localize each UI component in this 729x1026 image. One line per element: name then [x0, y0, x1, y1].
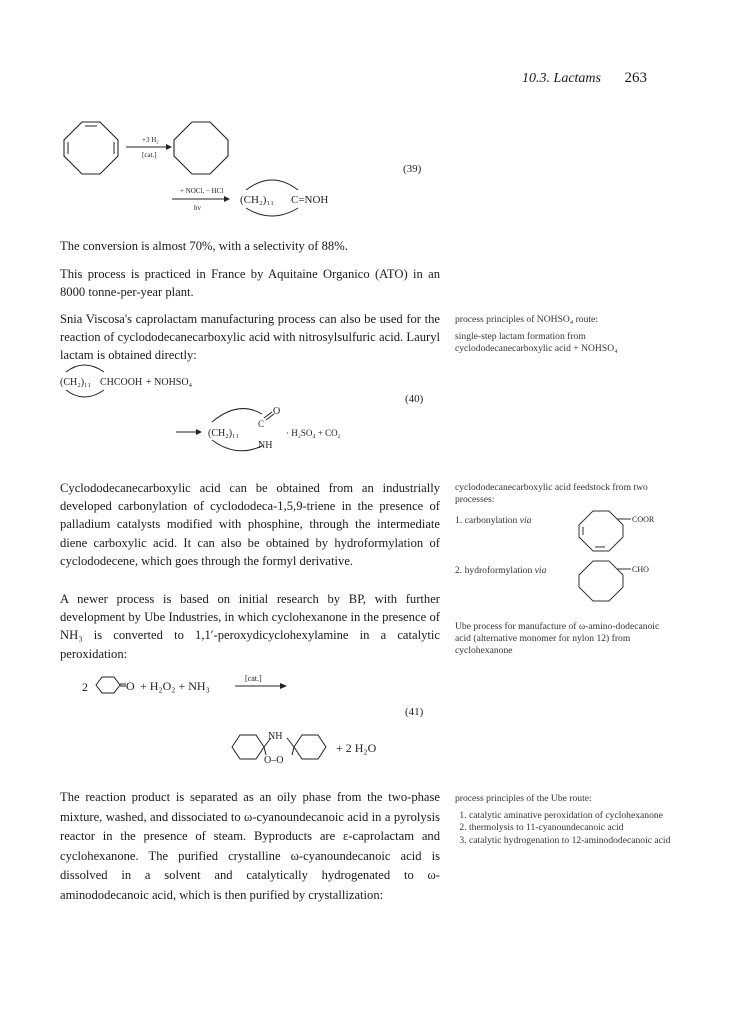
feedstock-item-hydroformylation	[455, 565, 546, 577]
item-label: 1. carbonylation	[455, 515, 520, 526]
equation-number: (41)	[405, 706, 424, 718]
ring-arc-bottom	[66, 390, 104, 397]
arrowhead	[224, 196, 230, 202]
acid-group: CHCOOH	[100, 377, 143, 388]
sidenote-title: cyclododecanecarboxylic acid feedstock from two processes:	[455, 482, 648, 506]
o-bond	[292, 747, 294, 755]
arrowhead	[196, 429, 202, 435]
ketone-oxygen: O	[126, 679, 135, 693]
irradiation-condition: hv	[194, 204, 201, 212]
sidenote-title: process principles of NOHSO₄ route:	[455, 314, 598, 325]
paragraph-conversion: The conversion is almost 70%, with a selectivity of 88%.	[60, 239, 348, 253]
item-label: 2. hydroformylation	[455, 565, 535, 576]
sidenote-nohso4	[455, 314, 675, 356]
principles-list	[455, 810, 675, 847]
nitrosylsulfuric-reagent: + NOHSO₄	[146, 377, 193, 388]
catalyst: [cat.]	[245, 675, 262, 683]
ester-group: COOR	[632, 515, 655, 524]
carbonyl-carbon: C	[258, 419, 265, 429]
reagents: + H₂O₂ + NH₃	[140, 679, 210, 693]
hydrogenation-catalyst: [cat.]	[142, 151, 157, 159]
arrowhead	[280, 683, 287, 689]
feedstock-item-carbonylation	[455, 515, 531, 527]
ring	[579, 511, 623, 551]
ring-chain: (CH₂)₁₁	[240, 194, 275, 206]
oxime-group: C=NOH	[291, 194, 329, 206]
ring-arc-bottom	[246, 208, 298, 216]
running-header	[522, 70, 647, 87]
ring-arc-top	[66, 365, 104, 372]
principle-step: 1. catalytic aminative peroxidation of cyclohexanone	[469, 810, 675, 822]
arrowhead	[166, 144, 172, 150]
paragraph-newer-process: A newer process is based on initial research by BP, with further development by Ube Industries, in which cyclohexanone in the presence of NH₃ is converted to 1,1′-peroxydicyclohexylamine in a catalytic peroxidation:	[60, 592, 440, 661]
item-via: via	[519, 515, 532, 526]
carbonyl-oxygen: O	[273, 406, 281, 417]
sidenote-feedstock	[455, 482, 675, 506]
peroxide-bridge: O–O	[264, 755, 284, 766]
formyl-group: CHO	[632, 565, 649, 574]
ring-chain: (CH₂)₁₁	[60, 377, 92, 388]
equation-number: (39)	[403, 163, 422, 175]
item-via: via	[534, 565, 547, 576]
cyclohexyl-ring	[232, 735, 264, 759]
lactam-ring-bottom	[212, 440, 262, 451]
equation-number: (40)	[405, 393, 424, 405]
byproducts: · H₂SO₄ + CO₂	[286, 428, 341, 438]
amine-nh: NH	[268, 731, 283, 742]
carbonyl-bond	[264, 412, 272, 418]
cyclohexanone-ring	[96, 677, 120, 693]
cyclohexyl-ring	[294, 735, 326, 759]
paragraph-reaction-product: The reaction product is separated as an oily phase from the two-phase mixture, washed, and dissociated to ω-cyanoundecanoic acid in a pyrolysis reactor in the presence of steam. Byproducts are ε-caprolactam and cyclohexanone. The purified crystalline ω-cyanoundecanoic acid is dissolved in a solvent and catalytically hydrogenated to ω-aminododecanoic acid, which is then purified by crystallization:	[60, 790, 440, 902]
nitrosation-reagent: + NOCl, − HCl	[180, 187, 224, 195]
cyclododecatriene-structure	[64, 122, 118, 174]
coefficient: 2	[82, 680, 88, 694]
paragraph-france: This process is practiced in France by Aquitaine Organico (ATO) in an 8000 tonne-per-year plant.	[60, 267, 440, 300]
equation-39	[60, 110, 440, 225]
water-byproduct: + 2 H₂O	[336, 741, 377, 755]
ring-arc-top	[246, 180, 298, 190]
lactam-ring-top	[212, 409, 262, 422]
hydrogenation-reagent: +3 H₂	[142, 136, 159, 144]
paragraph-cyclododecanecarboxylic: Cyclododecanecarboxylic acid can be obtained from an industrially developed carbonylation of cyclododeca-1,5,9-triene in the presence of palladium catalysts modified with phosphine, through the intermediate diene carboxylic acid. It can also be obtained by hydroformylation of cyclododecene, which goes through the formyl derivative.	[60, 481, 440, 568]
cyclododecane-structure	[174, 122, 228, 174]
page-number: 263	[624, 70, 647, 86]
sidenote-title: process principles of the Ube route:	[455, 793, 592, 804]
equation-40	[60, 360, 440, 460]
principle-step: 2. thermolysis to 11-cyanoundecanoic acid	[469, 822, 675, 834]
sidenote-ube-process: Ube process for manufacture of ω-amino-dodecanoic acid (alternative monomer for nylon 12) from cyclohexanone	[455, 621, 660, 657]
ring-chain: (CH₂)₁₁	[208, 428, 240, 439]
principle-step: 3. catalytic hydrogenation to 12-aminododecanoic acid	[469, 835, 675, 847]
aldehyde-ring-structure	[575, 555, 685, 610]
ring	[579, 561, 623, 601]
section-title: 10.3. Lactams	[522, 71, 601, 86]
carboxylate-ring-structure	[575, 505, 685, 560]
n-bond	[287, 738, 294, 747]
lactam-nh: NH	[258, 440, 273, 451]
equation-41	[60, 675, 440, 775]
o-bond	[264, 747, 266, 755]
sidenote-body: single-step lactam formation from cyclododecanecarboxylic acid + NOHSO₄	[455, 331, 618, 355]
sidenote-ube-principles	[455, 793, 675, 847]
paragraph-snia: Snia Viscosa's caprolactam manufacturing process can also be used for the reaction of cyclododecanecarboxylic acid with nitrosylsulfuric acid. Lauryl lactam is obtained directly:	[60, 312, 440, 363]
